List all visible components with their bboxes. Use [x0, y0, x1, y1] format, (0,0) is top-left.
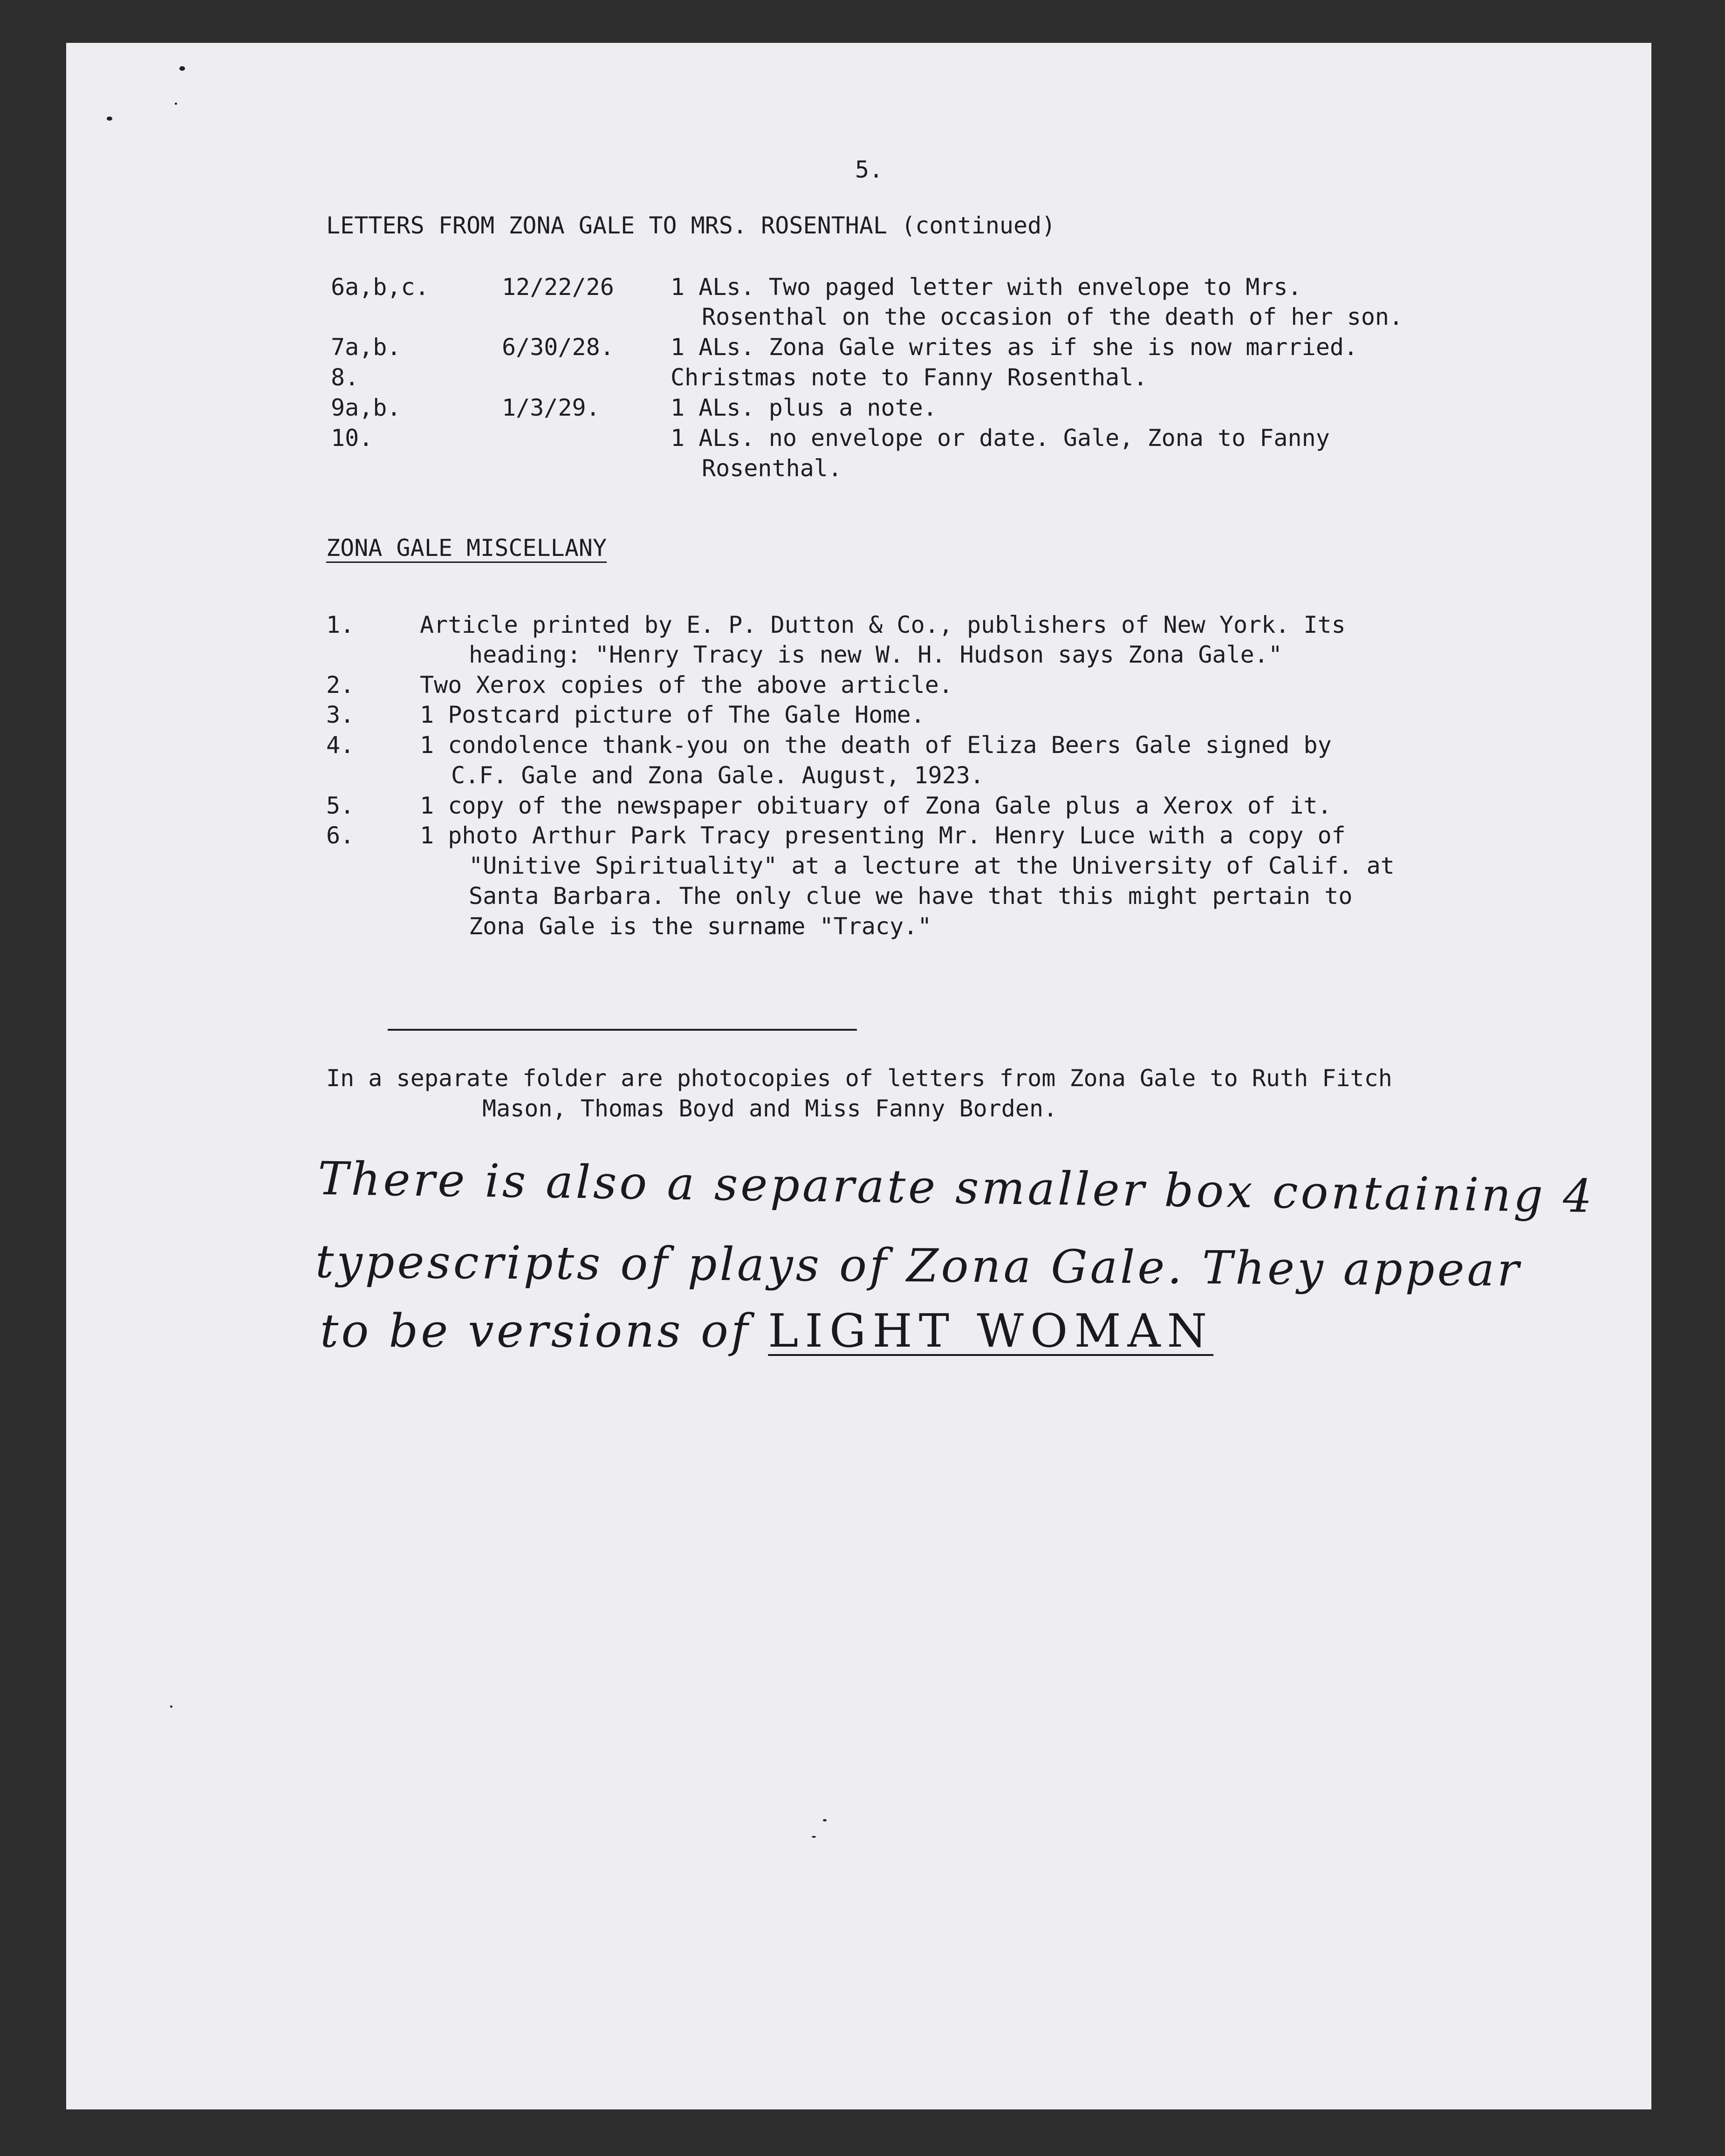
note-text: In a separate folder are photocopies of letters from Zona Gale to Ruth Fitch	[326, 1065, 1392, 1092]
handwritten-text: to be versions of	[320, 1305, 751, 1358]
letter-date: 12/22/26	[502, 274, 614, 301]
item-number: 4.	[326, 732, 355, 759]
item-number: 5.	[326, 792, 355, 819]
letter-date: 1/3/29.	[502, 394, 600, 421]
miscellany-section-heading: ZONA GALE MISCELLANY	[326, 534, 607, 561]
letter-description: 1 ALs. plus a note.	[671, 394, 937, 421]
item-text: 1 copy of the newspaper obituary of Zona Gale plus a Xerox of it.	[420, 792, 1332, 819]
paper-speck	[107, 116, 112, 121]
handwritten-line: There is also a separate smaller box containing 4	[317, 1152, 1595, 1224]
item-number: 6.	[326, 822, 355, 849]
item-text: 1 condolence thank-you on the death of Eliza Beers Gale signed by	[420, 732, 1332, 759]
paper-speck	[179, 66, 185, 71]
item-text: Zona Gale is the surname "Tracy."	[469, 913, 932, 940]
letter-description: 1 ALs. no envelope or date. Gale, Zona to Fanny	[671, 424, 1330, 452]
item-text: "Unitive Spirituality" at a lecture at the University of Calif. at	[469, 852, 1395, 879]
letter-id: 8.	[331, 364, 359, 391]
item-text: C.F. Gale and Zona Gale. August, 1923.	[451, 762, 984, 789]
item-text: Article printed by E. P. Dutton & Co., publishers of New York. Its	[420, 611, 1346, 638]
play-title: LIGHT WOMAN	[768, 1305, 1214, 1358]
note-text: Mason, Thomas Boyd and Miss Fanny Borden.	[482, 1095, 1058, 1122]
letter-description: 1 ALs. Zona Gale writes as if she is now married.	[671, 334, 1358, 361]
letter-id: 10.	[331, 424, 373, 452]
paper-speck	[823, 1819, 827, 1821]
item-text: Two Xerox copies of the above article.	[420, 671, 953, 698]
paper-speck	[175, 103, 177, 105]
item-text: 1 Postcard picture of The Gale Home.	[420, 701, 925, 728]
page-number: 5.	[855, 156, 883, 183]
handwritten-line	[320, 1301, 1213, 1362]
letter-description: Christmas note to Fanny Rosenthal.	[671, 364, 1148, 391]
paper-speck	[812, 1836, 816, 1838]
item-number: 1.	[326, 611, 355, 638]
letter-id: 9a,b.	[331, 394, 401, 421]
paper-speck	[170, 1705, 172, 1708]
section-divider	[388, 1029, 857, 1031]
letter-description: Rosenthal on the occasion of the death of her son.	[702, 303, 1403, 330]
item-text: 1 photo Arthur Park Tracy presenting Mr. Henry Luce with a copy of	[420, 822, 1346, 849]
letter-id: 7a,b.	[331, 334, 401, 361]
item-number: 2.	[326, 671, 355, 698]
item-text: Santa Barbara. The only clue we have that this might pertain to	[469, 883, 1353, 910]
item-number: 3.	[326, 701, 355, 728]
document-page	[66, 43, 1651, 2109]
letter-date: 6/30/28.	[502, 334, 614, 361]
letters-section-heading: LETTERS FROM ZONA GALE TO MRS. ROSENTHAL (continued)	[326, 212, 1056, 239]
letter-id: 6a,b,c.	[331, 274, 429, 301]
letter-description: 1 ALs. Two paged letter with envelope to Mrs.	[671, 274, 1302, 301]
item-text: heading: "Henry Tracy is new W. H. Hudson says Zona Gale."	[469, 641, 1282, 668]
letter-description: Rosenthal.	[702, 455, 842, 482]
handwritten-line: typescripts of plays of Zona Gale. They appear	[315, 1235, 1522, 1297]
